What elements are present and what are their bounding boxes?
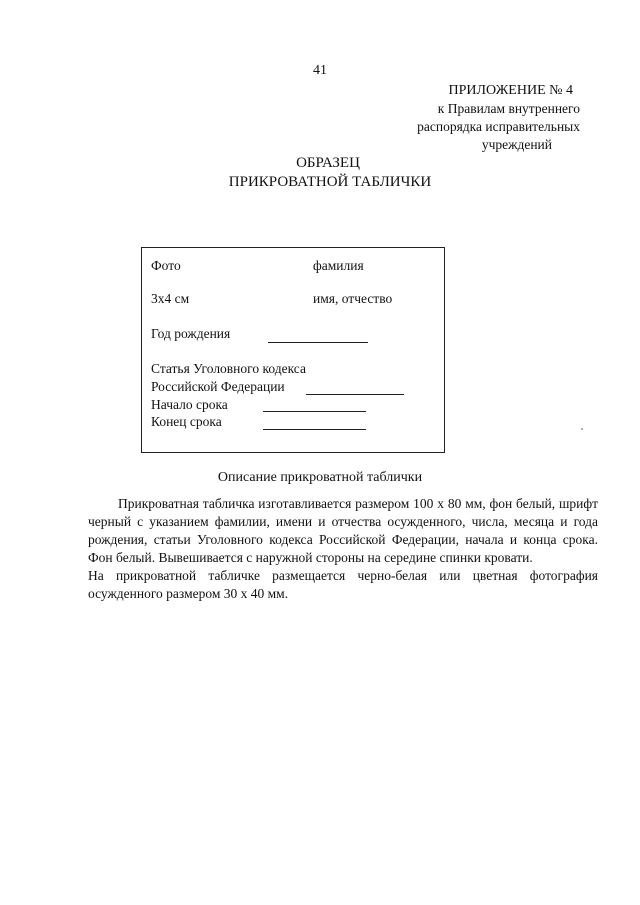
article-label-line1: Статья Уголовного кодекса — [151, 361, 306, 376]
term-start-label: Начало срока — [151, 397, 228, 412]
appendix-line: учреждений — [481, 137, 552, 152]
description-title: Описание прикроватной таблички — [217, 470, 423, 485]
surname-label: фамилия — [313, 258, 364, 273]
document-title-line1: ОБРАЗЕЦ — [296, 155, 360, 171]
term-end-blank — [263, 428, 366, 430]
appendix-header — [417, 82, 580, 154]
birth-year-label: Год рождения — [151, 326, 231, 341]
article-label-line2: Российской Федерации — [151, 379, 285, 394]
document-title-line2: ПРИКРОВАТНОЙ ТАБЛИЧКИ — [228, 174, 432, 190]
bedside-plate-sample — [141, 247, 445, 453]
document-title — [0, 154, 640, 192]
term-end-label: Конец срока — [151, 414, 222, 429]
description-body — [88, 495, 598, 603]
appendix-line: распорядка исправительных — [417, 119, 580, 134]
photo-label: Фото — [151, 258, 181, 273]
appendix-line: к Правилам внутреннего — [437, 101, 580, 116]
scan-speck — [581, 428, 583, 430]
appendix-title: ПРИЛОЖЕНИЕ № 4 — [448, 83, 573, 98]
article-blank — [306, 393, 404, 395]
name-patronymic-label: имя, отчество — [313, 291, 393, 306]
description-paragraph-1: Прикроватная табличка изготавливается размером 100 х 80 мм, фон белый, шрифт черный с указанием фамилии, имени и отчества осужденного, числа, месяца и года рождения, статьи Уголовного кодекса Российской Федерации, начала и конца срока. Фон белый. Вывешивается с наружной стороны на середине спинки кровати. — [88, 496, 598, 565]
term-start-blank — [263, 410, 366, 412]
page-number: 41 — [313, 63, 327, 78]
photo-size-label: 3х4 см — [151, 291, 190, 306]
birth-year-blank — [268, 341, 368, 343]
description-paragraph-2: На прикроватной табличке размещается черно-белая или цветная фотография осужденного размером 30 х 40 мм. — [88, 568, 598, 601]
